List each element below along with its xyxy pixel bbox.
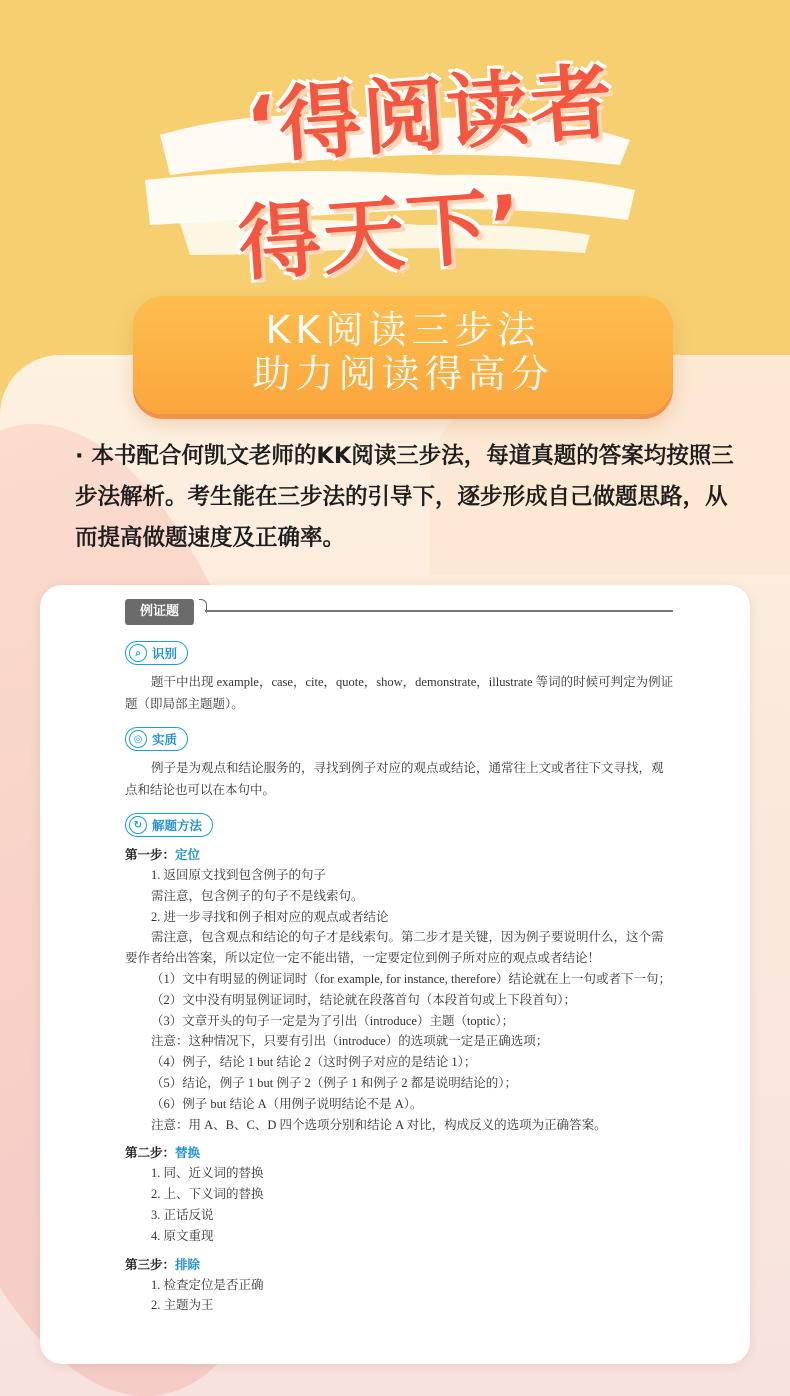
step2-heading xyxy=(125,1143,675,1163)
step2-name: 替换 xyxy=(175,1145,201,1161)
step1-line: 需注意，包含观点和结论的句子才是线索句。第二步才是关键，因为例子要说明什么，这个需要作者给出答案，所以定位一定不能出错，一定要定位到例子所对应的观点或者结论！ xyxy=(125,930,664,966)
step1-line: （4）例子，结论 1 but 结论 2（这时例子对应的是结论 1）； xyxy=(151,1055,477,1070)
step1-line: （3）文章开头的句子一定是为了引出（introduce）主题（toptic）； xyxy=(151,1013,515,1028)
step3-prefix: 第三步： xyxy=(125,1256,176,1272)
search-icon: ⌕ xyxy=(129,644,147,662)
step1-line: 2. 进一步寻找和例子相对应的观点或者结论 xyxy=(151,909,389,924)
step1-line: （6）例子 but 结论 A（用例子说明结论不是 A）。 xyxy=(151,1096,423,1111)
step2-line: 2. 上、下义词的替换 xyxy=(151,1187,264,1202)
step1-line: 1. 返回原文找到包含例子的句子 xyxy=(151,868,327,882)
method-pill-banner xyxy=(133,296,673,414)
step1-line: 注意：这种情况下，只要有引出（introduce）的选项就一定是正确选项； xyxy=(151,1034,549,1049)
step2-line: 3. 正话反说 xyxy=(151,1207,214,1222)
tag-divider xyxy=(205,610,673,612)
method-icon: ↻ xyxy=(129,816,147,834)
pill-line-2: 助力阅读得高分 xyxy=(252,352,554,396)
headline-line-1: ‘得阅读者 xyxy=(242,55,618,176)
identify-label: 识别 xyxy=(152,646,178,661)
step3-line: 1. 检查定位是否正确 xyxy=(151,1277,264,1292)
card-content xyxy=(125,599,675,1316)
section-tag: 例证题 xyxy=(125,599,194,625)
step1-prefix: 第一步： xyxy=(125,847,176,862)
step1-heading xyxy=(125,845,675,865)
step1-line: （5）结论，例子 1 but 例子 2（例子 1 和例子 2 都是说明结论的）； xyxy=(151,1075,517,1090)
step1-line: 注意：用 A、B、C、D 四个选项分别和结论 A 对比，构成反义的选项为正确答案。 xyxy=(151,1117,607,1132)
content-card xyxy=(40,585,750,1364)
method-badge xyxy=(125,813,213,837)
method-label: 解题方法 xyxy=(152,818,203,833)
step3-line: 2. 主题为王 xyxy=(151,1298,214,1313)
identify-badge xyxy=(125,641,188,665)
headline xyxy=(0,0,790,293)
essence-text: 例子是为观点和结论服务的，寻找到例子对应的观点或结论，通常往上文或者往下文寻找，观点和结论也可以在本句中。 xyxy=(125,761,664,797)
step1-name: 定位 xyxy=(175,847,201,862)
step2-line: 4. 原文重现 xyxy=(151,1228,214,1243)
essence-icon: ◎ xyxy=(129,730,147,748)
step1-line: （2）文中没有明显例证词时，结论就在段落首句（本段首句或上下段首句）； xyxy=(151,992,577,1007)
identify-text: 题干中出现 example，case，cite，quote，show，demonstrate，illustrate 等词的时候可判定为例证题（即局部主题题）。 xyxy=(125,675,674,711)
step1-line: 需注意，包含例子的句子不是线索句。 xyxy=(151,888,364,903)
step1-line: （1）文中有明显的例证词时（for example, for instance, therefore）结论就在上一句或者下一句； xyxy=(151,971,672,986)
essence-badge xyxy=(125,727,188,751)
intro-paragraph: · 本书配合何凯文老师的KK阅读三步法，每道真题的答案均按照三步法解析。考生能在三步法的引导下，逐步形成自己做题思路，从而提高做题速度及正确率。 xyxy=(75,443,734,551)
pill-line-1: KK阅读三步法 xyxy=(265,308,541,352)
headline-line-2: 得天下’ xyxy=(235,178,527,293)
step2-line: 1. 同、近义词的替换 xyxy=(151,1166,264,1181)
step3-name: 排除 xyxy=(175,1256,201,1272)
step3-heading xyxy=(125,1255,675,1275)
essence-label: 实质 xyxy=(152,732,178,747)
tag-row xyxy=(125,599,675,629)
step2-prefix: 第二步： xyxy=(125,1145,176,1161)
